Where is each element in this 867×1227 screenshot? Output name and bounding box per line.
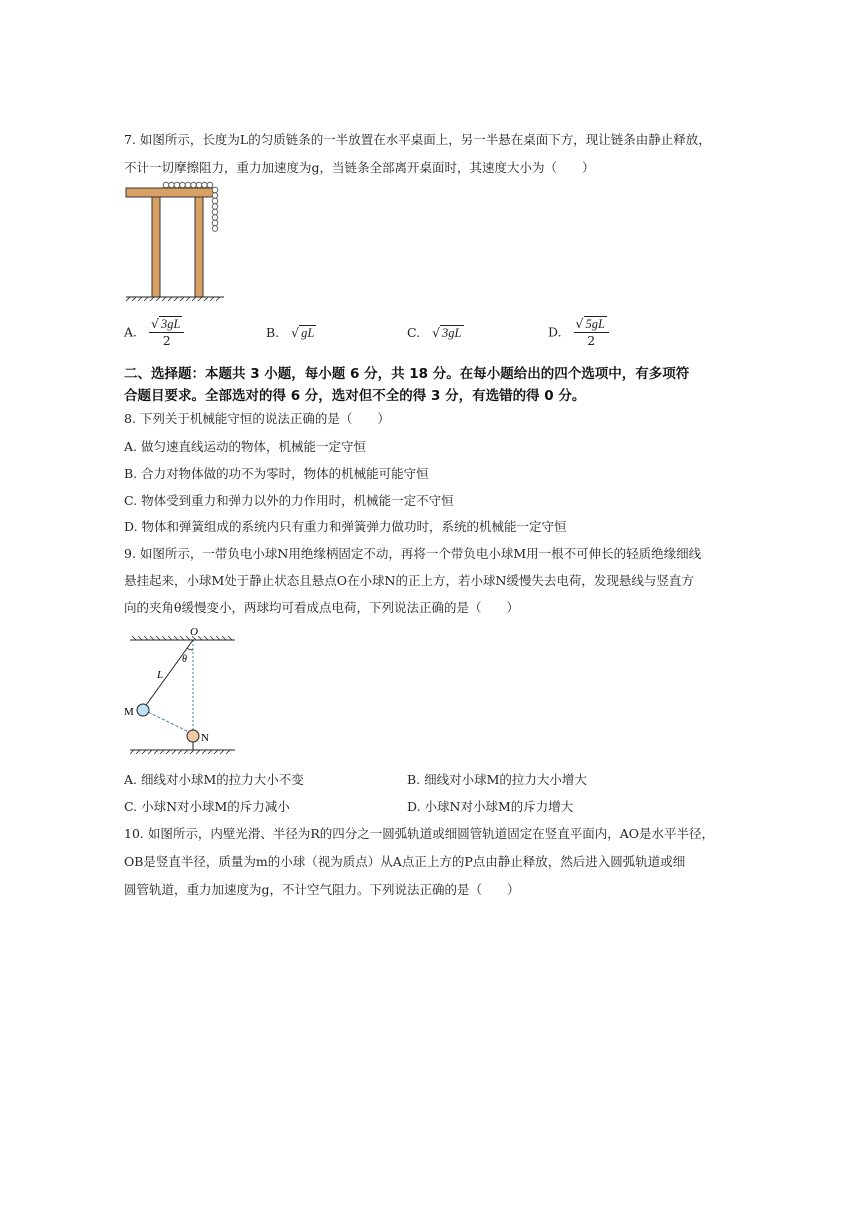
q7-option-c: C. √ 3gL [407, 325, 462, 340]
table-leg-right [195, 197, 203, 297]
q8-stem: 8. 下列关于机械能守恒的说法正确的是（ ） [124, 411, 390, 426]
option-letter: C. [407, 325, 421, 340]
q7-stem-line2: 不计一切摩擦阻力，重力加速度为g，当链条全部离开桌面时，其速度大小为（ ） [124, 160, 595, 175]
label-theta: θ [182, 654, 187, 665]
label-O: O [190, 626, 198, 638]
section2-header-line1: 二、选择题：本题共 3 小题，每小题 6 分，共 18 分。在每小题给出的四个选项中，有多项符 [124, 366, 690, 382]
radicand: 3gL [160, 317, 181, 331]
table-leg-left [152, 197, 160, 297]
q7-option-d: D. $\frac{√ 5gL}{2}$ [548, 316, 609, 348]
radicand: gL [301, 326, 315, 340]
ball-N [187, 730, 199, 742]
q9-option-c: C. 小球N对小球M的斥力减小 [124, 799, 290, 814]
q7-option-a: A. $\frac{√ 3gL}{2}$ [124, 316, 184, 348]
radicand: 5gL [585, 317, 605, 331]
option-letter: D. [548, 324, 562, 340]
q9-option-d: D. 小球N对小球M的斥力增大 [407, 799, 574, 814]
label-M: M [124, 706, 134, 718]
denominator: 2 [162, 333, 171, 348]
q8-option-a: A. 做匀速直线运动的物体，机械能一定守恒 [124, 439, 366, 454]
chain-vertical [212, 187, 218, 231]
chain-horizontal [163, 182, 213, 188]
denominator: 2 [587, 333, 596, 348]
option-letter: B. [266, 325, 280, 340]
q9-stem-line1: 9. 如图所示，一带负电小球N用绝缘柄固定不动，再将一个带负电小球M用一根不可伸长的轻质绝缘细线 [124, 546, 702, 561]
q7-table-chain-figure [120, 180, 230, 305]
label-N: N [201, 732, 209, 744]
q9-stem-line2: 悬挂起来，小球M处于静止状态且悬点O在小球N的正上方，若小球N缓慢失去电荷，发现悬线与竖直方 [124, 573, 694, 588]
ball-M [137, 704, 149, 716]
option-letter: A. [124, 324, 138, 340]
q8-option-b: B. 合力对物体做的功不为零时，物体的机械能可能守恒 [124, 466, 429, 481]
q10-stem-line2: OB是竖直半径，质量为m的小球（视为质点）从A点正上方的P点由静止释放，然后进入圆弧轨道或细 [124, 854, 686, 869]
q7-option-b: B. √ gL [266, 325, 315, 340]
q7-stem-line1: 7. 如图所示，长度为L的匀质链条的一半放置在水平桌面上，另一半悬在桌面下方，现让链条由静止释放， [124, 132, 711, 147]
q10-stem-line3: 圆管轨道，重力加速度为g，不计空气阻力。下列说法正确的是（ ） [124, 882, 520, 897]
label-L: L [157, 669, 164, 681]
q8-option-c: C. 物体受到重力和弹力以外的力作用时，机械能一定不守恒 [124, 493, 454, 508]
dashed-MN [144, 710, 193, 734]
q9-stem-line3: 向的夹角θ缓慢变小，两球均可看成点电荷，下列说法正确的是（ ） [124, 600, 520, 615]
section2-header-line2: 合题目要求。全部选对的得 6 分，选对但不全的得 3 分，有选错的得 0 分。 [124, 388, 586, 404]
q9-pendulum-figure [120, 622, 245, 762]
string-OM [144, 640, 193, 708]
q9-option-a: A. 细线对小球M的拉力大小不变 [124, 772, 304, 787]
q10-stem-line1: 10. 如图所示，内壁光滑、半径为R的四分之一圆弧轨道或细圆管轨道固定在竖直平面内，AO是水平半径， [124, 826, 715, 841]
q8-option-d: D. 物体和弹簧组成的系统内只有重力和弹簧弹力做功时，系统的机械能一定守恒 [124, 519, 567, 534]
theta-arc [187, 648, 193, 650]
q9-option-b: B. 细线对小球M的拉力大小增大 [407, 772, 587, 787]
table-top [126, 188, 214, 197]
radicand: 3gL [442, 326, 462, 340]
